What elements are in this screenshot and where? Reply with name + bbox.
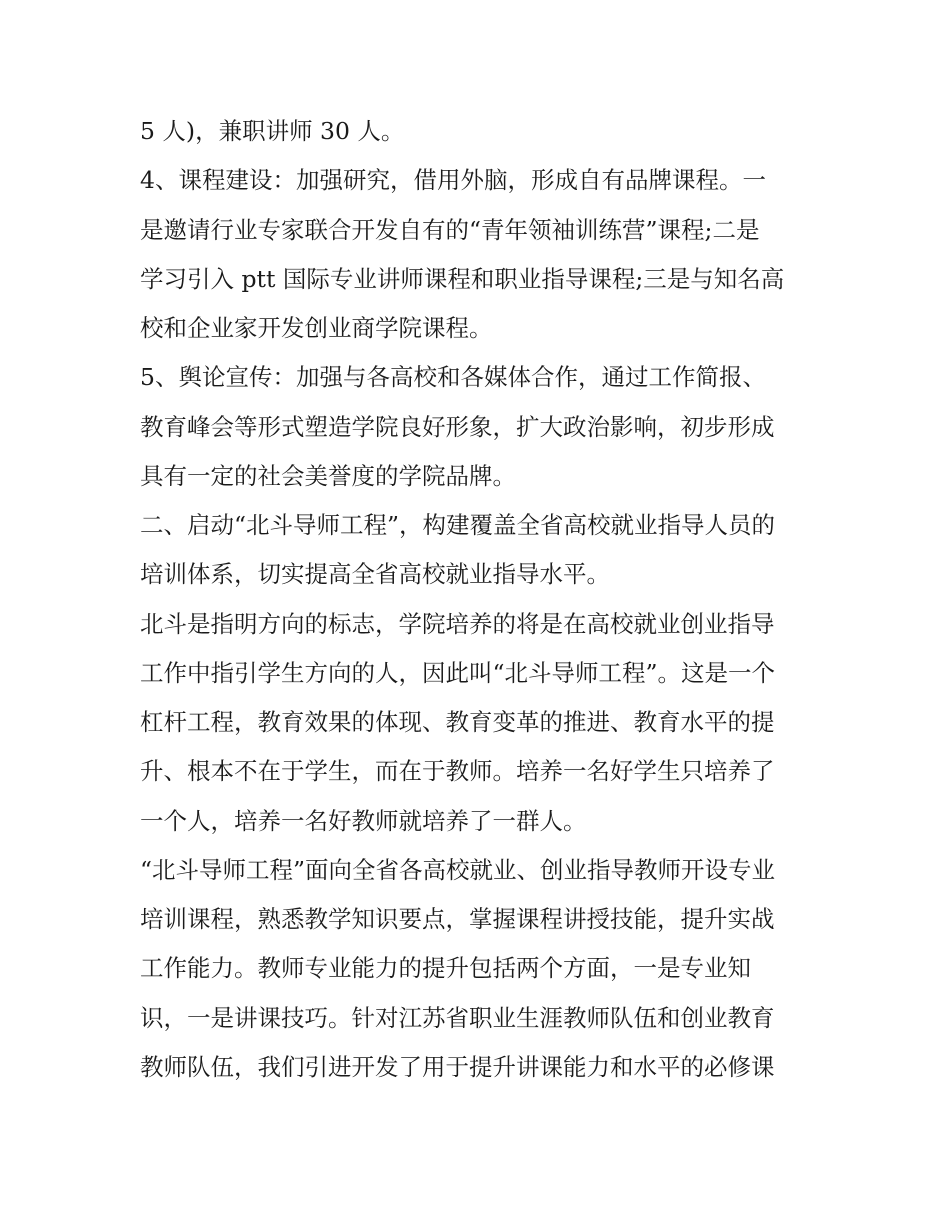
text-line: 5、舆论宣传：加强与各高校和各媒体合作，通过工作简报、 [140,363,766,392]
text-line: 培训体系，切实提高全省高校就业指导水平。 [140,560,610,589]
text-line: 校和企业家开发创业商学院课程。 [140,314,493,342]
text-line: 培训课程，熟悉教学知识要点，掌握课程讲授技能，提升实战 [140,905,775,933]
text-line: 一个人，培养一名好教师就培养了一群人。 [140,806,587,835]
document-body [140,107,812,1092]
text-line: 5 人)，兼职讲师 30 人。 [140,117,405,145]
text-line: 具有一定的社会美誉度的学院品牌。 [140,461,516,490]
text-line: 升、根本不在于学生，而在于教师。培养一名好学生只培养了 [140,757,775,786]
text-line: 是邀请行业专家联合开发自有的“青年领袖训练营”课程;二是 [140,215,760,244]
text-line: 工作中指引学生方向的人，因此叫“北斗导师工程”。这是一个 [140,658,776,687]
text-line: 识，一是讲课技巧。针对江苏省职业生涯教师队伍和创业教育 [140,1003,775,1032]
text-line: 4、课程建设：加强研究，借用外脑，形成自有品牌课程。一 [140,166,766,195]
text-line: 杠杆工程，教育效果的体现、教育变革的推进、教育水平的提 [140,708,775,736]
text-line: 教育峰会等形式塑造学院良好形象，扩大政治影响，初步形成 [140,412,775,441]
text-line: “北斗导师工程”面向全省各高校就业、创业指导教师开设专业 [140,855,776,884]
text-line: 北斗是指明方向的标志，学院培养的将是在高校就业创业指导 [140,609,775,638]
text-line: 工作能力。教师专业能力的提升包括两个方面，一是专业知 [140,954,751,983]
text-line: 学习引入 ptt 国际专业讲师课程和职业指导课程;三是与知名高 [140,264,785,293]
text-line: 二、启动“北斗导师工程”，构建覆盖全省高校就业指导人员的 [140,511,776,539]
text-line: 教师队伍，我们引进开发了用于提升讲课能力和水平的必修课 [140,1052,775,1081]
